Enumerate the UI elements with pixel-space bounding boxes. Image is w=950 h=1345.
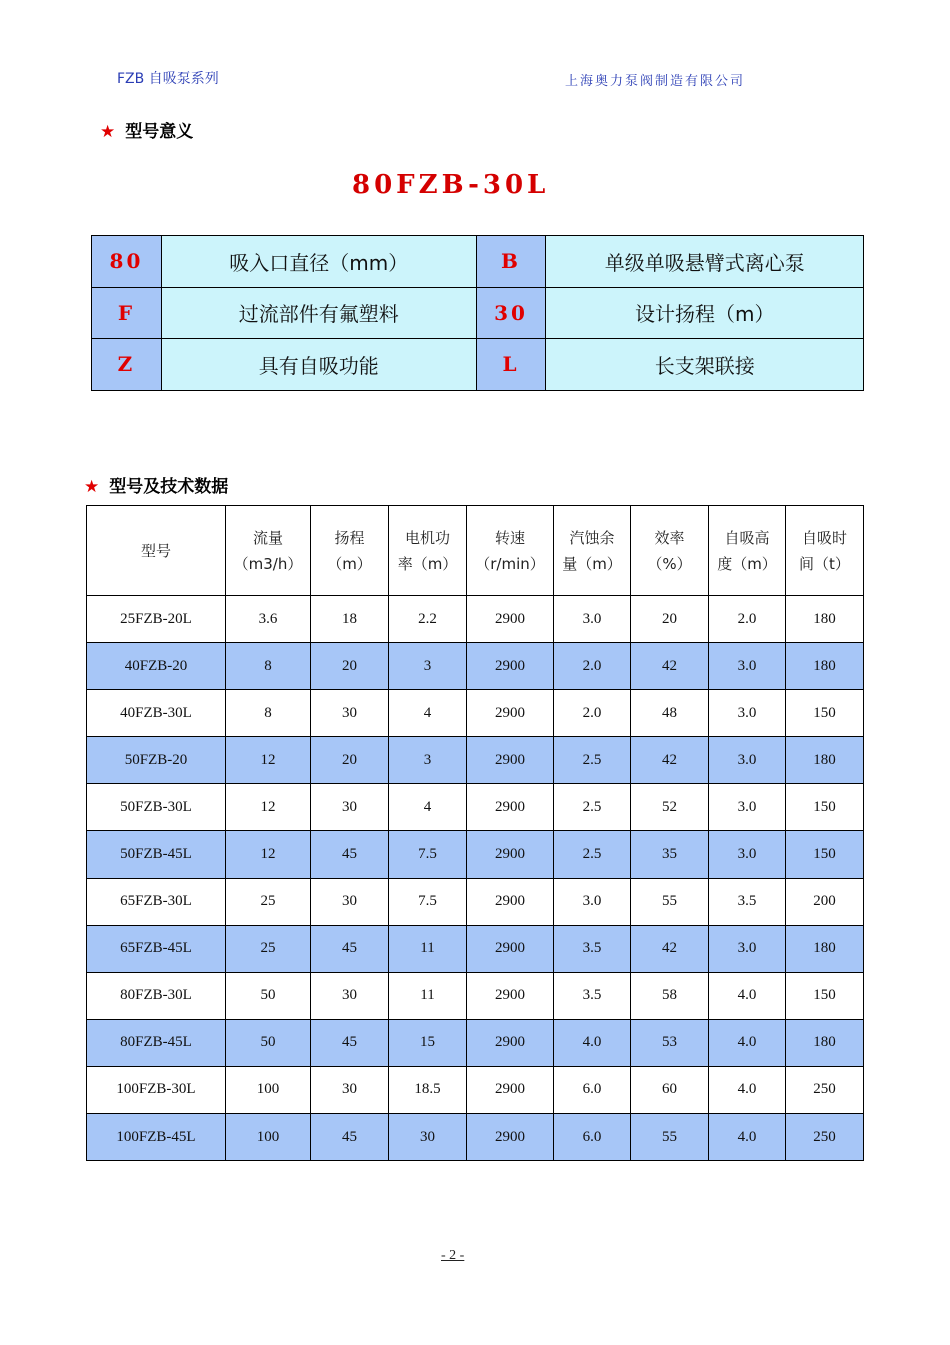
column-header-line1: 自吸高 xyxy=(724,528,770,547)
model-example: 80FZB-30L xyxy=(352,170,550,200)
meaning-row xyxy=(92,236,864,288)
table-cell: 48 xyxy=(631,690,709,737)
meaning-row xyxy=(92,287,864,339)
table-cell: 4.0 xyxy=(709,972,786,1019)
table-cell: 60 xyxy=(631,1066,709,1113)
table-row xyxy=(87,643,864,690)
table-cell: 42 xyxy=(631,925,709,972)
table-cell: 25 xyxy=(226,925,311,972)
table-row xyxy=(87,1066,864,1113)
table-cell: 30 xyxy=(311,1066,389,1113)
table-cell: 3.0 xyxy=(709,737,786,784)
meaning-desc: 单级单吸悬臂式离心泵 xyxy=(546,236,864,288)
column-header-line1: 电机功 xyxy=(404,528,450,547)
table-cell: 180 xyxy=(786,1019,864,1066)
column-header-line1: 扬程 xyxy=(334,528,365,547)
table-cell: 45 xyxy=(311,1019,389,1066)
table-cell: 2900 xyxy=(467,1114,554,1161)
table-cell: 20 xyxy=(631,596,709,643)
column-header-line2: （m） xyxy=(327,554,372,573)
table-row xyxy=(87,737,864,784)
table-cell: 2900 xyxy=(467,925,554,972)
column-header-line2: 率（m） xyxy=(397,554,458,573)
meaning-desc: 吸入口直径（mm） xyxy=(161,236,476,288)
table-cell: 35 xyxy=(631,831,709,878)
table-cell: 80FZB-30L xyxy=(87,972,226,1019)
table-cell: 200 xyxy=(786,878,864,925)
table-cell: 65FZB-45L xyxy=(87,925,226,972)
column-header-line1: 型号 xyxy=(140,541,171,560)
table-cell: 3 xyxy=(389,643,467,690)
table-cell: 2.5 xyxy=(554,831,631,878)
header-company-name: 上海奥力泵阀制造有限公司 xyxy=(565,74,746,89)
column-header xyxy=(786,506,864,596)
table-cell: 4.0 xyxy=(554,1019,631,1066)
table-cell: 30 xyxy=(311,784,389,831)
section-title-text: 型号意义 xyxy=(125,122,194,142)
table-cell: 12 xyxy=(226,831,311,878)
table-cell: 42 xyxy=(631,737,709,784)
meaning-code: L xyxy=(476,339,546,391)
table-cell: 30 xyxy=(389,1114,467,1161)
table-cell: 4 xyxy=(389,690,467,737)
table-cell: 58 xyxy=(631,972,709,1019)
table-cell: 2.0 xyxy=(554,643,631,690)
table-cell: 3 xyxy=(389,737,467,784)
meaning-code: F xyxy=(92,287,162,339)
table-cell: 4.0 xyxy=(709,1066,786,1113)
table-cell: 50FZB-45L xyxy=(87,831,226,878)
table-cell: 2900 xyxy=(467,690,554,737)
table-cell: 20 xyxy=(311,643,389,690)
page-number: - 2 - xyxy=(441,1248,465,1263)
table-row xyxy=(87,784,864,831)
model-meaning-table xyxy=(91,235,864,391)
section-title-tech-data xyxy=(84,472,228,497)
table-cell: 80FZB-45L xyxy=(87,1019,226,1066)
column-header-line2: 量（m） xyxy=(562,554,622,573)
table-cell: 100FZB-45L xyxy=(87,1114,226,1161)
table-cell: 42 xyxy=(631,643,709,690)
column-header xyxy=(389,506,467,596)
table-cell: 3.0 xyxy=(709,643,786,690)
table-cell: 2900 xyxy=(467,1019,554,1066)
table-cell: 2.2 xyxy=(389,596,467,643)
table-cell: 2900 xyxy=(467,1066,554,1113)
table-row xyxy=(87,831,864,878)
table-cell: 20 xyxy=(311,737,389,784)
table-cell: 30 xyxy=(311,972,389,1019)
table-cell: 2900 xyxy=(467,784,554,831)
table-cell: 2900 xyxy=(467,972,554,1019)
table-cell: 55 xyxy=(631,878,709,925)
meaning-code: 30 xyxy=(476,287,546,339)
table-cell: 55 xyxy=(631,1114,709,1161)
column-header-line2: 度（m） xyxy=(717,554,777,573)
table-cell: 180 xyxy=(786,925,864,972)
meaning-desc: 过流部件有氟塑料 xyxy=(161,287,476,339)
table-cell: 50 xyxy=(226,1019,311,1066)
table-cell: 100 xyxy=(226,1114,311,1161)
section-title-text: 型号及技术数据 xyxy=(109,477,229,497)
table-cell: 52 xyxy=(631,784,709,831)
table-cell: 3.5 xyxy=(554,925,631,972)
table-cell: 3.5 xyxy=(554,972,631,1019)
table-cell: 250 xyxy=(786,1114,864,1161)
table-cell: 150 xyxy=(786,831,864,878)
table-cell: 150 xyxy=(786,690,864,737)
table-cell: 53 xyxy=(631,1019,709,1066)
column-header xyxy=(709,506,786,596)
column-header-line1: 流量 xyxy=(252,528,283,547)
table-cell: 50FZB-20 xyxy=(87,737,226,784)
meaning-desc: 长支架联接 xyxy=(546,339,864,391)
meaning-desc: 具有自吸功能 xyxy=(161,339,476,391)
table-cell: 11 xyxy=(389,925,467,972)
table-cell: 15 xyxy=(389,1019,467,1066)
table-cell: 180 xyxy=(786,737,864,784)
table-cell: 2900 xyxy=(467,737,554,784)
table-cell: 45 xyxy=(311,1114,389,1161)
table-cell: 2900 xyxy=(467,643,554,690)
table-cell: 150 xyxy=(786,972,864,1019)
column-header xyxy=(87,506,226,596)
table-cell: 6.0 xyxy=(554,1066,631,1113)
table-cell: 3.0 xyxy=(709,831,786,878)
table-cell: 2900 xyxy=(467,596,554,643)
table-row xyxy=(87,925,864,972)
table-row xyxy=(87,596,864,643)
table-cell: 50FZB-30L xyxy=(87,784,226,831)
table-cell: 3.0 xyxy=(554,878,631,925)
table-cell: 3.0 xyxy=(709,690,786,737)
table-cell: 4.0 xyxy=(709,1114,786,1161)
table-cell: 6.0 xyxy=(554,1114,631,1161)
table-cell: 40FZB-20 xyxy=(87,643,226,690)
table-cell: 150 xyxy=(786,784,864,831)
column-header-line2: （r/min） xyxy=(475,554,545,573)
table-cell: 2.0 xyxy=(554,690,631,737)
table-cell: 12 xyxy=(226,737,311,784)
column-header xyxy=(631,506,709,596)
table-cell: 2.0 xyxy=(709,596,786,643)
section-title-model-meaning xyxy=(100,117,193,142)
column-header xyxy=(311,506,389,596)
table-cell: 2.5 xyxy=(554,737,631,784)
column-header xyxy=(467,506,554,596)
column-header-line1: 效率 xyxy=(654,528,685,547)
table-cell: 3.0 xyxy=(709,925,786,972)
table-cell: 2900 xyxy=(467,878,554,925)
table-cell: 3.6 xyxy=(226,596,311,643)
table-cell: 100 xyxy=(226,1066,311,1113)
table-cell: 180 xyxy=(786,596,864,643)
header-series-title: FZB 自吸泵系列 xyxy=(117,71,219,87)
table-cell: 3.0 xyxy=(554,596,631,643)
table-cell: 40FZB-30L xyxy=(87,690,226,737)
meaning-row xyxy=(92,339,864,391)
table-cell: 4 xyxy=(389,784,467,831)
table-cell: 11 xyxy=(389,972,467,1019)
table-cell: 25 xyxy=(226,878,311,925)
table-row xyxy=(87,878,864,925)
column-header-line2: （m3/h） xyxy=(233,554,303,573)
table-cell: 2.5 xyxy=(554,784,631,831)
meaning-code: B xyxy=(476,236,546,288)
table-cell: 30 xyxy=(311,878,389,925)
table-cell: 8 xyxy=(226,643,311,690)
table-cell: 65FZB-30L xyxy=(87,878,226,925)
table-cell: 3.5 xyxy=(709,878,786,925)
table-cell: 7.5 xyxy=(389,878,467,925)
table-cell: 50 xyxy=(226,972,311,1019)
star-icon: ★ xyxy=(84,477,100,497)
table-cell: 3.0 xyxy=(709,784,786,831)
column-header xyxy=(226,506,311,596)
table-cell: 100FZB-30L xyxy=(87,1066,226,1113)
table-cell: 180 xyxy=(786,643,864,690)
table-cell: 250 xyxy=(786,1066,864,1113)
table-cell: 12 xyxy=(226,784,311,831)
table-cell: 18.5 xyxy=(389,1066,467,1113)
table-cell: 8 xyxy=(226,690,311,737)
table-row xyxy=(87,1019,864,1066)
table-cell: 2900 xyxy=(467,831,554,878)
table-cell: 7.5 xyxy=(389,831,467,878)
table-cell: 45 xyxy=(311,925,389,972)
meaning-desc: 设计扬程（m） xyxy=(546,287,864,339)
column-header-line2: （%） xyxy=(647,554,692,573)
table-cell: 45 xyxy=(311,831,389,878)
table-row xyxy=(87,690,864,737)
meaning-code: Z xyxy=(92,339,162,391)
column-header-line1: 转速 xyxy=(494,528,525,547)
star-icon: ★ xyxy=(100,122,116,142)
column-header-line1: 汽蚀余 xyxy=(569,528,615,547)
table-header-row xyxy=(87,506,864,596)
table-cell: 25FZB-20L xyxy=(87,596,226,643)
column-header-line2: 间（t） xyxy=(799,554,850,573)
table-row xyxy=(87,972,864,1019)
table-row xyxy=(87,1114,864,1161)
meaning-code: 80 xyxy=(92,236,162,288)
table-cell: 18 xyxy=(311,596,389,643)
column-header-line1: 自吸时 xyxy=(801,528,847,547)
table-cell: 4.0 xyxy=(709,1019,786,1066)
table-cell: 30 xyxy=(311,690,389,737)
tech-data-table xyxy=(86,505,864,1161)
column-header xyxy=(554,506,631,596)
